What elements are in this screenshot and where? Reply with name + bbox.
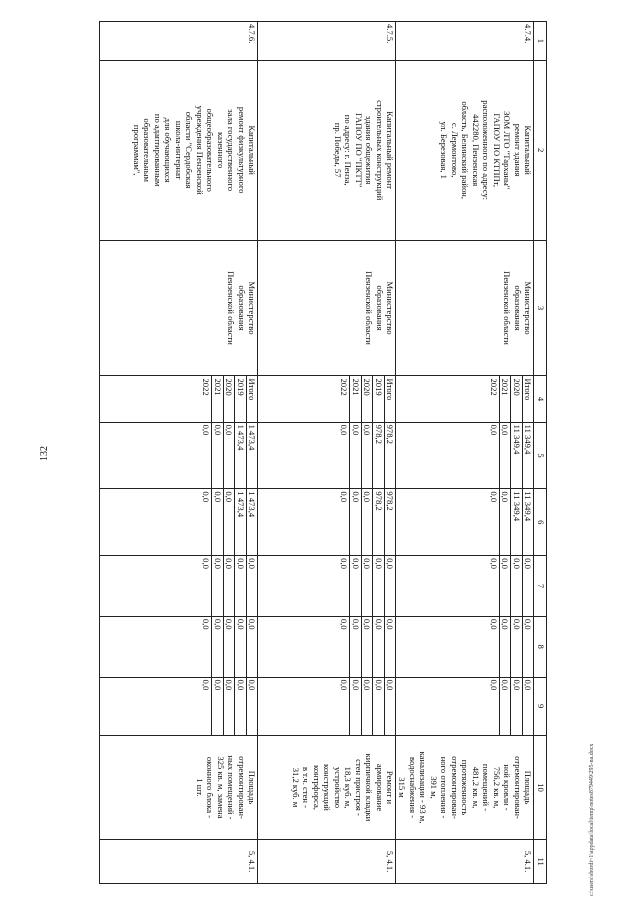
value-cell: 0,0 [499, 423, 510, 489]
value-cell: 0,0 [223, 556, 234, 616]
value-cell: 0,0 [201, 679, 212, 691]
value-cell: 0,0 [201, 491, 212, 503]
value-cell: 0,0 [488, 679, 499, 691]
c6-values [396, 489, 534, 556]
value-cell: 0,0 [511, 617, 522, 677]
column-header: 5 [534, 422, 547, 489]
value-cell: 0,0 [212, 423, 223, 489]
value-cell: 0,0 [235, 678, 246, 735]
document-table-rotated [98, 21, 547, 884]
value-cell: 0,0 [339, 618, 350, 630]
value-cell: 0,0 [488, 424, 499, 436]
year-cell: Итого [522, 376, 533, 421]
item-number: 4.7.6. [100, 22, 258, 61]
year-cell: 2022 [488, 378, 499, 396]
value-cell: 0,0 [246, 617, 257, 677]
value-cell: 0,0 [212, 617, 223, 677]
years-values [396, 376, 534, 422]
reference: 5, 4.1. [258, 840, 396, 884]
item-number: 4.7.5. [258, 22, 396, 61]
table-row [396, 22, 534, 884]
value-cell: 0,0 [339, 558, 350, 569]
value-cell: 0,0 [201, 618, 212, 630]
value-cell: 0,0 [246, 678, 257, 735]
item-name: Капитальный ремонт здания ЗОМ ЛТО "Тарханы" ГАПОУ ПО КТППт, расположенного по адресу: 442280, Пензенская область, Белинский район, с. Лермонтово, ул. Березовая, 1 [396, 60, 534, 240]
value-cell: 1 473,4 [235, 489, 246, 555]
value-cell: 0,0 [522, 556, 533, 616]
expected-result: Площадь отремонтирован- ной кровли - 756,2 кв. м, помещений - 481,2 кв. м, протяженность отремонтирован- ного отопления - 391 м, канализации - 93 м, водоснабжения - 315 м [396, 735, 534, 839]
c6-values [258, 489, 396, 556]
years-values [100, 376, 258, 422]
value-cell: 0,0 [499, 556, 510, 616]
value-cell: 978,2 [384, 489, 395, 555]
value-cell: 11 349,4 [522, 489, 533, 555]
value-cell: 0,0 [384, 678, 395, 735]
year-cell: 2019 [373, 376, 384, 421]
value-cell: 0,0 [499, 617, 510, 677]
value-cell: 0,0 [361, 489, 372, 555]
value-cell: 0,0 [384, 617, 395, 677]
value-cell: 0,0 [201, 558, 212, 569]
column-header: 2 [534, 60, 547, 240]
value-cell: 0,0 [223, 489, 234, 555]
value-cell: 0,0 [373, 617, 384, 677]
value-cell: 978,2 [373, 423, 384, 489]
c7-values [100, 556, 258, 617]
year-cell: 2022 [339, 378, 350, 396]
year-cell: 2021 [499, 376, 510, 421]
year-cell: 2021 [350, 376, 361, 421]
value-cell: 0,0 [511, 678, 522, 735]
value-cell: 0,0 [223, 617, 234, 677]
value-cell: 0,0 [499, 489, 510, 555]
value-cell: 0,0 [488, 491, 499, 503]
value-cell: 11 349,4 [511, 423, 522, 489]
value-cell: 0,0 [223, 678, 234, 735]
c6-values [100, 489, 258, 556]
column-header: 7 [534, 556, 547, 617]
value-cell: 0,0 [522, 617, 533, 677]
expected-result: Площадь отремонтирован- ных помещений - 325 кв. м, замена оконного блока - 1 шт. [100, 735, 258, 839]
c9-values [258, 677, 396, 735]
reference: 5, 4.1. [100, 840, 258, 884]
column-header: 8 [534, 616, 547, 677]
value-cell: 0,0 [499, 678, 510, 735]
c8-values [396, 616, 534, 677]
value-cell: 0,0 [350, 423, 361, 489]
year-cell: Итого [384, 376, 395, 421]
page-number: 132 [39, 446, 50, 461]
column-header: 6 [534, 489, 547, 556]
c7-values [396, 556, 534, 617]
value-cell: 0,0 [339, 424, 350, 436]
value-cell: 0,0 [212, 556, 223, 616]
value-cell: 0,0 [373, 556, 384, 616]
year-cell: 2020 [361, 376, 372, 421]
c5-values [258, 422, 396, 489]
value-cell: 0,0 [488, 558, 499, 569]
table-row [100, 22, 258, 884]
value-cell: 0,0 [223, 423, 234, 489]
value-cell: 0,0 [339, 679, 350, 691]
responsible-ministry: Министерство образования Пензенской области [100, 240, 258, 376]
value-cell: 0,0 [350, 617, 361, 677]
responsible-ministry: Министерство образования Пензенской области [396, 240, 534, 376]
value-cell: 0,0 [235, 556, 246, 616]
c8-values [100, 616, 258, 677]
value-cell: 0,0 [212, 678, 223, 735]
c8-values [258, 616, 396, 677]
value-cell: 978,2 [384, 423, 395, 489]
expected-result: Ремонт и армирование кирпичной кладки стен пристроя - 18,3 куб. м, устройство конструкций контрфорса, в т.ч. стен - 31,2 куб. м [258, 735, 396, 839]
value-cell: 0,0 [350, 489, 361, 555]
value-cell: 0,0 [488, 618, 499, 630]
value-cell: 1 473,4 [246, 423, 257, 489]
item-name: Капитальный ремонт строительных конструкций здания общежития ГАПОУ ПО "ПКТТ" по адресу: г. Пенза, пр. Победы, 57 [258, 60, 396, 240]
value-cell: 0,0 [373, 678, 384, 735]
years-values [258, 376, 396, 422]
c9-values [396, 677, 534, 735]
table-row [258, 22, 396, 884]
value-cell: 0,0 [361, 678, 372, 735]
value-cell: 0,0 [350, 678, 361, 735]
value-cell: 0,0 [522, 678, 533, 735]
value-cell: 0,0 [361, 423, 372, 489]
value-cell: 0,0 [361, 617, 372, 677]
item-name: Капитальный ремонт физкультурного зала государственного казенного общеобразовательного учреждения Пензенской области "Сердобская школа-интернат для обучающихся по адаптированным образовательным программам", [100, 60, 258, 240]
value-cell: 0,0 [212, 489, 223, 555]
value-cell: 0,0 [339, 491, 350, 503]
column-header: 10 [534, 735, 547, 839]
c5-values [396, 422, 534, 489]
program-table [99, 21, 547, 884]
column-header: 1 [534, 22, 547, 61]
value-cell: 0,0 [350, 556, 361, 616]
value-cell: 0,0 [246, 556, 257, 616]
year-cell: 2019 [235, 376, 246, 421]
value-cell: 1 473,4 [246, 489, 257, 555]
value-cell: 0,0 [384, 556, 395, 616]
year-cell: 2020 [511, 376, 522, 421]
value-cell: 0,0 [235, 617, 246, 677]
header-row [534, 22, 547, 884]
column-header: 11 [534, 840, 547, 884]
c5-values [100, 422, 258, 489]
column-header: 9 [534, 677, 547, 735]
value-cell: 978,2 [373, 489, 384, 555]
value-cell: 0,0 [201, 424, 212, 436]
reference: 5, 4.1. [396, 840, 534, 884]
item-number: 4.7.4. [396, 22, 534, 61]
year-cell: 2020 [223, 376, 234, 421]
value-cell: 11 349,4 [511, 489, 522, 555]
year-cell: Итого [246, 376, 257, 421]
year-cell: 2021 [212, 376, 223, 421]
footer-file-path: c:\users\sbordi~1\appdata\local\temp\notes879449\295-na.docx [589, 743, 595, 896]
c9-values [100, 677, 258, 735]
column-header: 3 [534, 240, 547, 376]
value-cell: 1 473,4 [235, 423, 246, 489]
table-body [100, 22, 534, 884]
c7-values [258, 556, 396, 617]
column-header: 4 [534, 376, 547, 422]
responsible-ministry: Министерство образования Пензенской области [258, 240, 396, 376]
value-cell: 0,0 [511, 556, 522, 616]
year-cell: 2022 [201, 378, 212, 396]
value-cell: 11 349,4 [522, 423, 533, 489]
value-cell: 0,0 [361, 556, 372, 616]
